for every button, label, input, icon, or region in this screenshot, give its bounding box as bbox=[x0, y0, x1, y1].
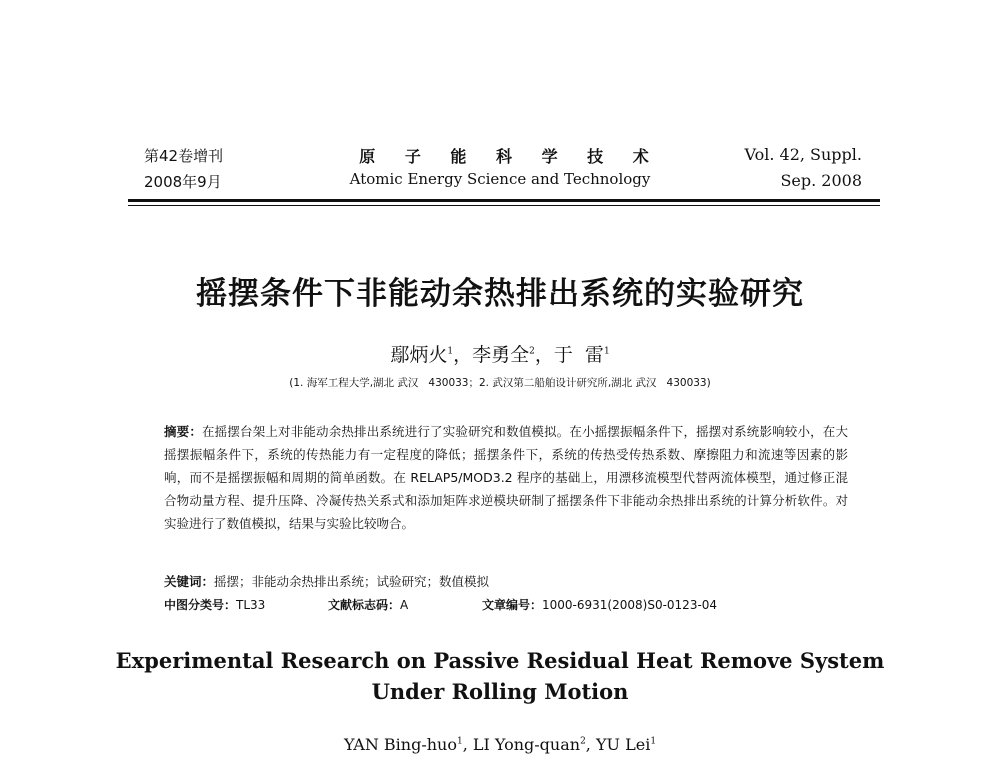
author-en-3: YU Lei bbox=[595, 735, 651, 754]
journal-name-cn: 原 子 能 科 学 技 术 bbox=[359, 147, 661, 166]
authors-en bbox=[200, 735, 800, 754]
author-en-1: YAN Bing-huo bbox=[343, 735, 457, 754]
abstract-text: 在摇摆台架上对非能动余热排出系统进行了实验研究和数值模拟。在小摇摆振幅条件下，摇摆对系统影响较小，在大摇摆振幅条件下，系统的传热能力有一定程度的降低；摇摆条件下，系统的传热受传热系数、摩擦阻力和流速等因素的影响，而不是摇摆振幅和周期的简单函数。在 RELAP5/MOD3.2 程序的基础上，用漂移流模型代替两流体模型，通过修正混合物动量方程、提升压降、冷凝传热关系式和添加矩阵求逆模块研制了摇摆条件下非能动余热排出系统的计算分析软件。对实验进行了数值模拟，结果与实验比较吻合。 bbox=[164, 424, 848, 531]
author-en-1-affil: 1 bbox=[456, 736, 463, 747]
header-rule-thin bbox=[128, 205, 880, 206]
document-code bbox=[328, 596, 408, 613]
paper-title-cn: 摇摆条件下非能动余热排出系统的实验研究 bbox=[196, 276, 804, 312]
author-cn-1-affil: 1 bbox=[447, 346, 454, 357]
clc-number bbox=[164, 596, 265, 613]
author-cn-2: 李勇全 bbox=[472, 344, 530, 366]
author-en-2: LI Yong-quan bbox=[472, 735, 581, 754]
author-cn-2-affil: 2 bbox=[529, 346, 535, 357]
author-sep: ， bbox=[453, 344, 473, 366]
author-sep: , bbox=[462, 735, 473, 754]
author-en-3-affil: 1 bbox=[650, 736, 657, 747]
author-en-2-affil: 2 bbox=[580, 736, 586, 747]
journal-name-en: Atomic Energy Science and Technology bbox=[349, 170, 651, 188]
article-number bbox=[482, 596, 717, 613]
header-rule-thick bbox=[128, 199, 880, 202]
paper-title-en-line2: Under Rolling Motion bbox=[371, 679, 629, 704]
author-cn-3-affil: 1 bbox=[603, 346, 610, 357]
keywords bbox=[164, 572, 848, 590]
author-sep: , bbox=[585, 735, 596, 754]
doc-code-label: 文献标志码： bbox=[328, 598, 401, 612]
article-no-label: 文章编号： bbox=[482, 598, 543, 612]
clc-value: TL33 bbox=[236, 598, 266, 612]
keywords-text: 摇摆；非能动余热排出系统；试验研究；数值模拟 bbox=[214, 574, 490, 589]
author-cn-3: 于 雷 bbox=[553, 344, 604, 366]
article-no-value: 1000-6931(2008)S0-0123-04 bbox=[542, 598, 718, 612]
authors-cn bbox=[300, 340, 700, 367]
author-cn-1: 鄢炳火 bbox=[390, 344, 448, 366]
affiliation-cn: (1. 海军工程大学,湖北 武汉 430033；2. 武汉第二船舶设计研究所,湖北 武汉 430033) bbox=[289, 377, 711, 389]
paper-title-en-line1: Experimental Research on Passive Residual Heat Remove System bbox=[115, 648, 885, 673]
doc-code-value: A bbox=[400, 598, 409, 612]
volume-en: Vol. 42, Suppl. bbox=[744, 145, 862, 164]
keywords-label: 关键词： bbox=[164, 574, 215, 589]
abstract-label: 摘要： bbox=[164, 424, 203, 439]
author-sep: ， bbox=[534, 344, 554, 366]
volume-cn: 第42卷增刊 bbox=[144, 147, 224, 165]
clc-label: 中图分类号： bbox=[164, 598, 237, 612]
abstract bbox=[164, 420, 848, 535]
date-cn: 2008年9月 bbox=[144, 173, 222, 191]
date-en: Sep. 2008 bbox=[780, 171, 862, 190]
